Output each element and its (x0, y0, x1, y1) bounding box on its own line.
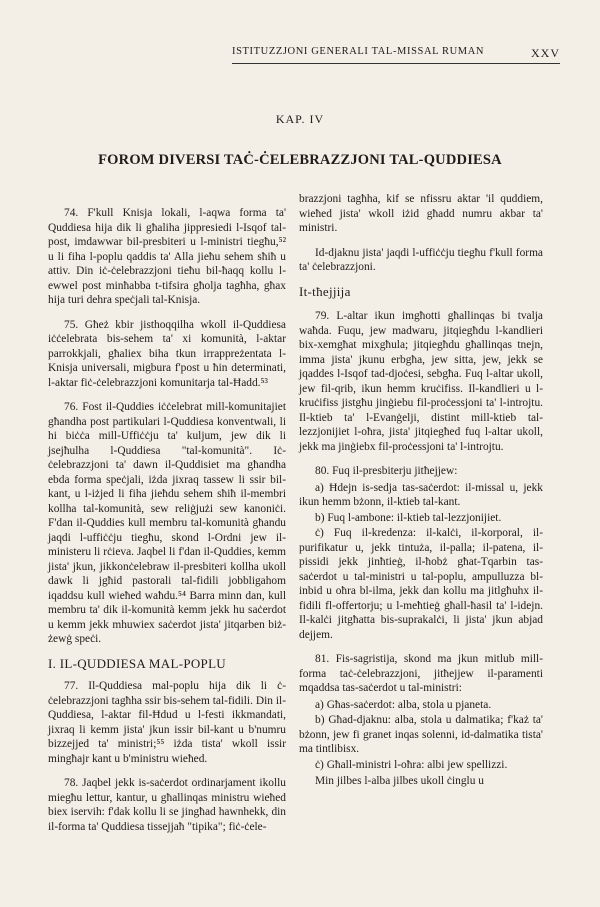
paragraph-76: 76. Fost il-Quddies iċċelebrat mill-komunitajiet għandha post partikulari l-Quddiesa konventwali, li hi biċċa mill-Uffiċċju ta' kuljum, jew dik li jsejħulha l-Quddiesa "tal-komunità". Iċ-ċelebrazzjoni ta' dawn il-Quddisiet ma għandha ebda forma speċjali, iżda jixraq tassew li ssir bil-kant, u l-iżjed li fiha jieħdu sehem sħiħ il-membri kollha tal-komunità, sew reliġjużi sew kanoniċi. F'dan il-Quddies kull membru tal-komunità għandu jaqdi l-uffiċċju tiegħu, skond l-Ordni jew il-ministeru li rċieva. Jaqbel li f'dan il-Quddies, kemm jista' jkun, jikkonċelebraw il-presbiteri kollha ukoll dawk li jgħid pastorali tal-fidili jobbligahom iqaddsu kull wieħed waħdu.⁵⁴ Barra minn dan, kull membru ta' dik il-komunità kemm jekk hu saċerdot u kemm jekk mhuwiex saċerdot jista' jitqarben biż-żewġ speċi. (48, 401, 286, 645)
paragraph-78-continued: brazzjoni tagħha, kif se nfissru aktar 'il quddiem, wieħed jista' wkoll iżid għadd numru akbar ta' ministri. (299, 193, 543, 234)
paragraph-81: 81. Fis-sagristija, skond ma jkun mitlub mill-forma taċ-ċelebrazzjoni, jitħejjew il-paramenti mqaddsa tas-saċerdot u tal-ministri: (299, 653, 543, 694)
running-header-title: ISTITUZZJONI GENERALI TAL-MISSAL RUMAN (232, 46, 485, 57)
header-rule (232, 63, 560, 64)
subheading-preparation: It-tħejjija (299, 283, 351, 299)
chapter-label: KAP. IV (275, 112, 325, 126)
paragraph-81b: b) Għad-djaknu: alba, stola u dalmatika; f'każ ta' bżonn, jew fi granet inqas solenni, id-dalmatika tista' ma tintlibisx. (299, 714, 543, 755)
running-header (232, 46, 560, 61)
paragraph-81c: ċ) Għall-ministri l-oħra: albi jew spellizzi. (315, 758, 508, 771)
paragraph-80c: ċ) Fuq il-kredenza: il-kalċi, il-korporal, il-purifikatur u, jekk tintuża, il-palla; il-patena, il-pissidi jekk jinħtieġ, il-ħobż għat-Tqarbin tas-saċerdot u tal-ministri u tal-poplu, ampulluzza bl-inbid u oħra bl-ilma, jekk dan kollu ma jitlgħuhx il-fidili fl-offertorju; u l-meħtieġ għall-ħasil ta' l-idejn. Il-kalċi jitgħatta bis-suprakalċi, li jista' jkun abjad dejjem. (299, 527, 543, 641)
paragraph-80a: a) Ħdejn is-sedja tas-saċerdot: il-missal u, jekk ikun hemm bżonn, il-ktieb tal-kant. (299, 481, 543, 508)
right-column (299, 192, 543, 799)
paragraph-deacon: Id-djaknu jista' jaqdi l-uffiċċju tiegħu f'kull forma ta' ċelebrazzjoni. (299, 246, 543, 273)
paragraph-78: 78. Jaqbel jekk is-saċerdot ordinarjament ikollu miegħu lettur, kantur, u għallinqas ministru wieħed biex iservih: f'dak kollu li se jingħad hawnhekk, din il-forma ta' Quddiesa tissejjaħ "tipika"; fiċ-ċele- (48, 777, 286, 833)
paragraph-81a: a) Għas-saċerdot: alba, stola u pjaneta. (315, 698, 492, 711)
page-number: XXV (531, 46, 560, 60)
paragraph-80b: b) Fuq l-ambone: il-ktieb tal-lezzjonijiet. (315, 511, 502, 524)
chapter-title: FOROM DIVERSI TAĊ-ĊELEBRAZZJONI TAL-QUDDIESA (98, 152, 502, 168)
left-column (48, 206, 286, 844)
section-heading: I. IL-QUDDIESA MAL-POPLU (48, 655, 226, 671)
paragraph-74: 74. F'kull Knisja lokali, l-aqwa forma ta' Quddiesa hija dik li għaliha jippresiedi l-Isqof tal-post, imdawwar bil-presbiteri u l-ministri tiegħu,⁵² u li fiha l-poplu qaddis ta' Alla jieħu sehem sħiħ u attiv. Din iċ-ċelebrazzjoni tieħu bil-ħaqq kollu l-ewwel post minħabba t-tifsira għolja tagħha, għax hija turi dehra speċjali tal-Knisja. (48, 207, 286, 306)
paragraph-75: 75. Għeż kbir jisthoqqilha wkoll il-Quddiesa iċċelebrata bis-sehem ta' xi komunità, l-aktar parrokkjali, għaliex biha tkun irrappreżentata l-Knisja universali, migbura f'post u ħin determinati, l-aktar fiċ-ċelebrazzjoni komunitarja tal-Ħadd.⁵³ (48, 318, 286, 389)
paragraph-81-tail: Min jilbes l-alba jilbes ukoll ċinglu u (315, 775, 484, 787)
paragraph-79: 79. L-altar ikun imgħotti għallinqas bi tvalja waħda. Fuqu, jew madwaru, jitqiegħdu l-kandlieri bix-xemgħat mixgħula; jitqiegħdu għallinqas tnejn, imma jista' jkunu erbgħa, jew sitta, jew, jekk se jqaddes l-Isqof tad-djoċesi, sebgħa. Fuq l-altar ukoll, jew fil-qrib, ikun hemm kruċifiss. Il-kandlieri u l-kruċifiss jistgħu jinġiebu fil-proċessjoni ta' l-introjtu. Il-ktieb ta' l-Evanġelji, distint mill-ktieb tal-lezzjonijiet l-oħra, jista' jitqiegħed fuq l-altar ukoll, jekk ma jinġiebx fil-proċessjoni ta' l-introjtu. (299, 310, 543, 453)
paragraph-80: 80. Fuq il-presbiterju jitħejjew: (315, 465, 458, 477)
paragraph-77: 77. Il-Quddiesa mal-poplu hija dik li ċ-ċelebrazzjoni tagħha ssir bis-sehem tal-fidili. Din il-Quddiesa, l-aktar fil-Ħdud u l-festi ikkmandati, jixraq li kemm jista' jkun issir bil-kant u b'numru bizzejjed ta' ministri;⁵⁵ iżda tista' wkoll issir mingħajr kant u b'ministru wieħed. (48, 680, 286, 765)
